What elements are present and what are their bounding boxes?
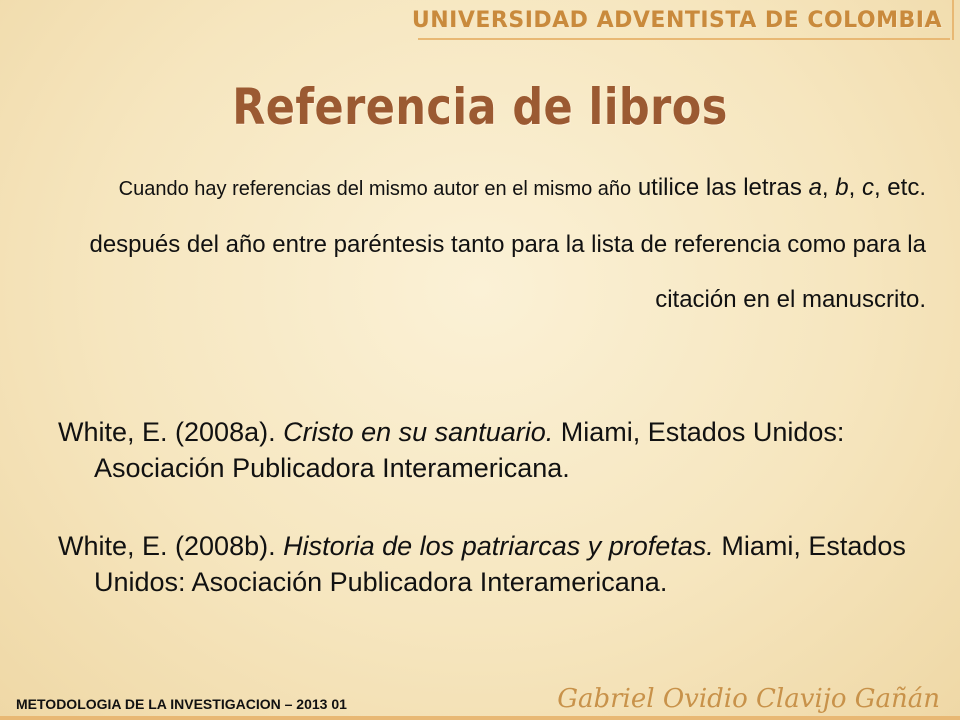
reference-author: White, E. (2008b).: [58, 531, 276, 561]
intro-paragraph: Cuando hay referencias del mismo autor en el mismo año utilice las letras a, b, c, etc. después del año entre paréntesis tanto para la lista de referencia como para la citación en el manuscrito.: [89, 174, 926, 313]
reference-publisher: Miami, Estados Unidos: Asociación Publicadora Interamericana.: [94, 417, 845, 483]
header-vertical-rule: [952, 0, 954, 40]
intro-text-2: , etc. después del año entre paréntesis tanto para la lista de referencia como para la citación en el manuscrito.: [89, 174, 926, 313]
intro-text-1: utilice las letras: [637, 174, 802, 201]
reference-entry: [58, 414, 954, 486]
author-signature: Gabriel Ovidio Clavijo Gañán: [557, 684, 940, 714]
reference-author: White, E. (2008a).: [58, 417, 276, 447]
institution-name: UNIVERSIDAD ADVENTISTA DE COLOMBIA: [411, 8, 942, 33]
intro-lead: Cuando hay referencias del mismo autor en el mismo año: [118, 178, 632, 200]
reference-publisher: Miami, Estados Unidos: Asociación Publicadora Interamericana.: [94, 531, 906, 597]
slide-title: Referencia de libros: [232, 78, 728, 136]
reference-title: Historia de los patriarcas y profetas.: [283, 531, 714, 561]
header-rule: [418, 38, 950, 40]
course-footer: METODOLOGIA DE LA INVESTIGACION – 2013 01: [16, 696, 347, 712]
intro-letter-b: b: [835, 174, 849, 201]
reference-title: Cristo en su santuario.: [283, 417, 554, 447]
footer-rule: [0, 716, 960, 720]
intro-letter-a: a: [808, 174, 822, 201]
reference-entry: [58, 528, 954, 600]
intro-letter-c: c: [861, 174, 874, 201]
